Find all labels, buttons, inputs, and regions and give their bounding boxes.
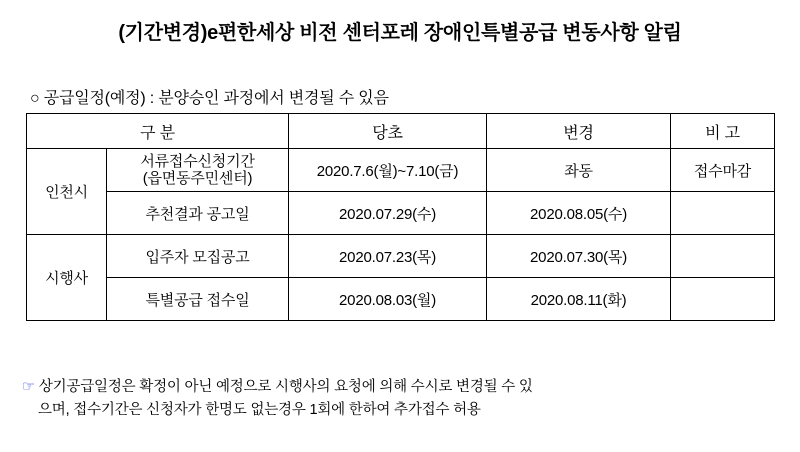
table-row: [27, 235, 775, 278]
row-note-value: 접수마감: [671, 149, 775, 192]
row-original-value: 2020.07.29(수): [289, 192, 487, 235]
footer-note-line1: 상기공급일정은 확정이 아닌 예정으로 시행사의 요청에 의해 수시로 변경될 수 있: [38, 379, 533, 395]
row-changed-value: 2020.08.05(수): [487, 192, 671, 235]
row-group-developer: 시행사: [27, 235, 107, 321]
row-changed-value: 2020.07.30(목): [487, 235, 671, 278]
row-original-value: 2020.07.23(목): [289, 235, 487, 278]
row-item-line2: (읍면동주민센터): [142, 170, 253, 187]
column-header-note: 비 고: [671, 114, 775, 149]
row-item-document-application-period: [107, 149, 289, 192]
row-item-recruitment-notice: 입주자 모집공고: [107, 235, 289, 278]
row-item-special-supply-date: 특별공급 접수일: [107, 278, 289, 321]
row-original-value: 2020.7.6(월)~7.10(금): [289, 149, 487, 192]
row-item-line1: 서류접수신청기간: [140, 152, 255, 170]
table-row: [27, 278, 775, 321]
table-header-row: [27, 114, 775, 149]
column-header-gubun: 구 분: [27, 114, 289, 149]
row-changed-value: 좌동: [487, 149, 671, 192]
footer-note: [22, 376, 778, 423]
row-changed-value: 2020.08.11(화): [487, 278, 671, 321]
row-note-value: [671, 192, 775, 235]
row-item-recommendation-result: 추천결과 공고일: [107, 192, 289, 235]
footer-note-line2: 으며, 접수기간은 신청자가 한명도 없는경우 1회에 한하여 추가접수 허용: [38, 402, 481, 419]
row-original-value: 2020.08.03(월): [289, 278, 487, 321]
schedule-subtitle: ○ 공급일정(예정) : 분양승인 과정에서 변경될 수 있음: [30, 90, 389, 107]
column-header-original: 당초: [289, 114, 487, 149]
table-row: [27, 192, 775, 235]
pointing-hand-icon: ☞: [22, 379, 35, 395]
row-group-incheon: 인천시: [27, 149, 107, 235]
page-title: (기간변경)e편한세상 비전 센터포레 장애인특별공급 변동사항 알림: [118, 22, 682, 44]
row-note-value: [671, 235, 775, 278]
column-header-changed: 변경: [487, 114, 671, 149]
row-note-value: [671, 278, 775, 321]
supply-schedule-table: [26, 113, 775, 321]
table-row: [27, 149, 775, 192]
